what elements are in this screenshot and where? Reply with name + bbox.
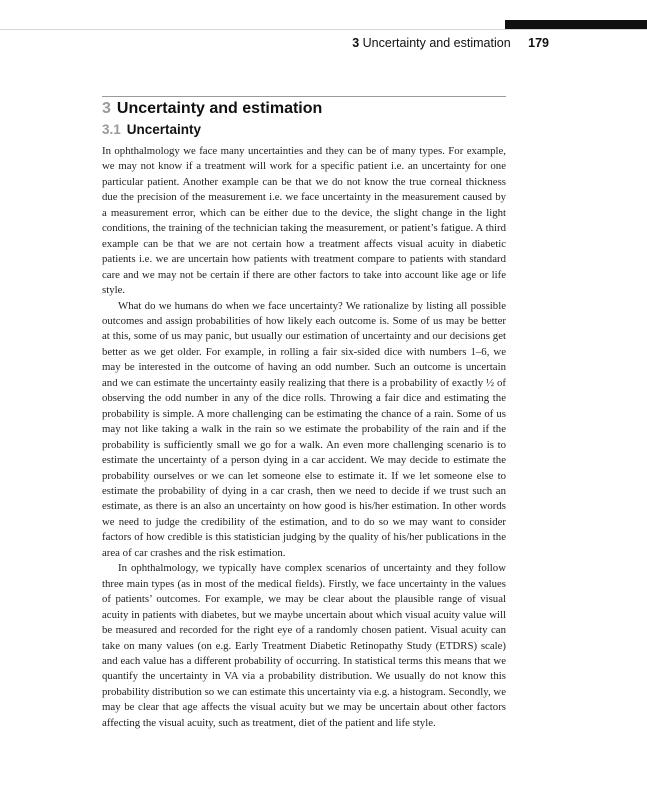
running-head-chapter-number: 3 xyxy=(352,36,360,50)
paragraph: What do we humans do when we face uncertainty? We rationalize by listing all possible outcomes and assign probabilities of how likely each outcome is. Some of us may be better at this, some of us may panic, but usually our estimation of uncertainty and our decisions get better as we get older. For example, in rolling a fair six-sided dice with numbers 1–6, we may be interested in the outcome of having an odd number. Such an outcome is uncertain and we can estimate the uncertainty easily realizing that there is a probability of exactly ½ of observing the odd number in any of the dice rolls. Throwing a fair dice and estimating the probability is simple. A more challenging can be estimating the chance of a rain. Some of us may not like taking a walk in the rain so we estimate the probability of the rain and if the probability is sufficiently small we go for a walk. An even more challenging scenario is to estimate the uncertainty of a person dying in a car accident. We may decide to estimate the probability ourselves or we can let someone else to estimate it. If we let someone else to estimate the probability of dying in a car crash, then we need to decide if we trust such an estimate, as there is an also an uncertainty on how good is his/her estimation. In other words we need to judge the credibility of the estimation, and to do so we may want to consider factors of how credible is this statistician judging by the quality of his/her publications in the area of car crashes and the risk estimation. xyxy=(102,299,506,559)
subsection-title: Uncertainty xyxy=(126,122,202,137)
section-number: 3 xyxy=(102,100,111,117)
header-bar xyxy=(505,20,647,29)
paragraph: In ophthalmology, we typically have complex scenarios of uncertainty and they follow three main types (as in most of the medical fields). Firstly, we face uncertainty in the values of patients’ outcomes. For example, we may be clear about the plausible range of visual acuity in patients with diabetes, but we maybe uncertain about which visual acuity value will be measured and recorded for the right eye of a randomly chosen patient. Visual acuity can take on many values (on e.g. Early Treatment Diabetic Retinopathy Study (ETDRS) scale) and each value has a different probability of occurring. In statistical terms this means that we quantify the uncertainty in VA via a probability distribution. We usually do not know this probability distribution so we can estimate this uncertainty via e.g. a histogram. Secondly, we may be clear that age affects the visual acuity but we may be uncertain about other factors affecting the visual acuity, such as treatment, diet of the patient and life style. xyxy=(102,562,506,729)
subsection-heading xyxy=(102,122,201,137)
body-text xyxy=(102,144,506,731)
section-heading xyxy=(102,100,322,118)
section-title: Uncertainty and estimation xyxy=(116,100,323,117)
subsection-number: 3.1 xyxy=(102,122,121,137)
running-head-chapter-title: Uncertainty and estimation xyxy=(362,36,511,50)
page-number: 179 xyxy=(528,36,549,50)
paragraph: In ophthalmology we face many uncertainties and they can be of many types. For example, we may not know if a treatment will work for a specific patient i.e. an uncertainty for one particular patient. Another example can be that we do not know the true corneal thickness due the precision of the measurement i.e. we face uncertainty in the measurement caused by a measurement error, which can be either due to the device, the slight change in the light conditions, the training of the technician taking the measurement, or patient’s fatigue. A third example can be that we are not certain how a treatment affects visual acuity in diabetic patients i.e. we are uncertain how patients with treatment compare to patients with standard care and we may not be certain if there are other factors to take into account like age or life style. xyxy=(102,145,506,297)
header-rule xyxy=(0,29,647,30)
section-rule xyxy=(102,96,506,97)
running-head xyxy=(352,36,549,50)
